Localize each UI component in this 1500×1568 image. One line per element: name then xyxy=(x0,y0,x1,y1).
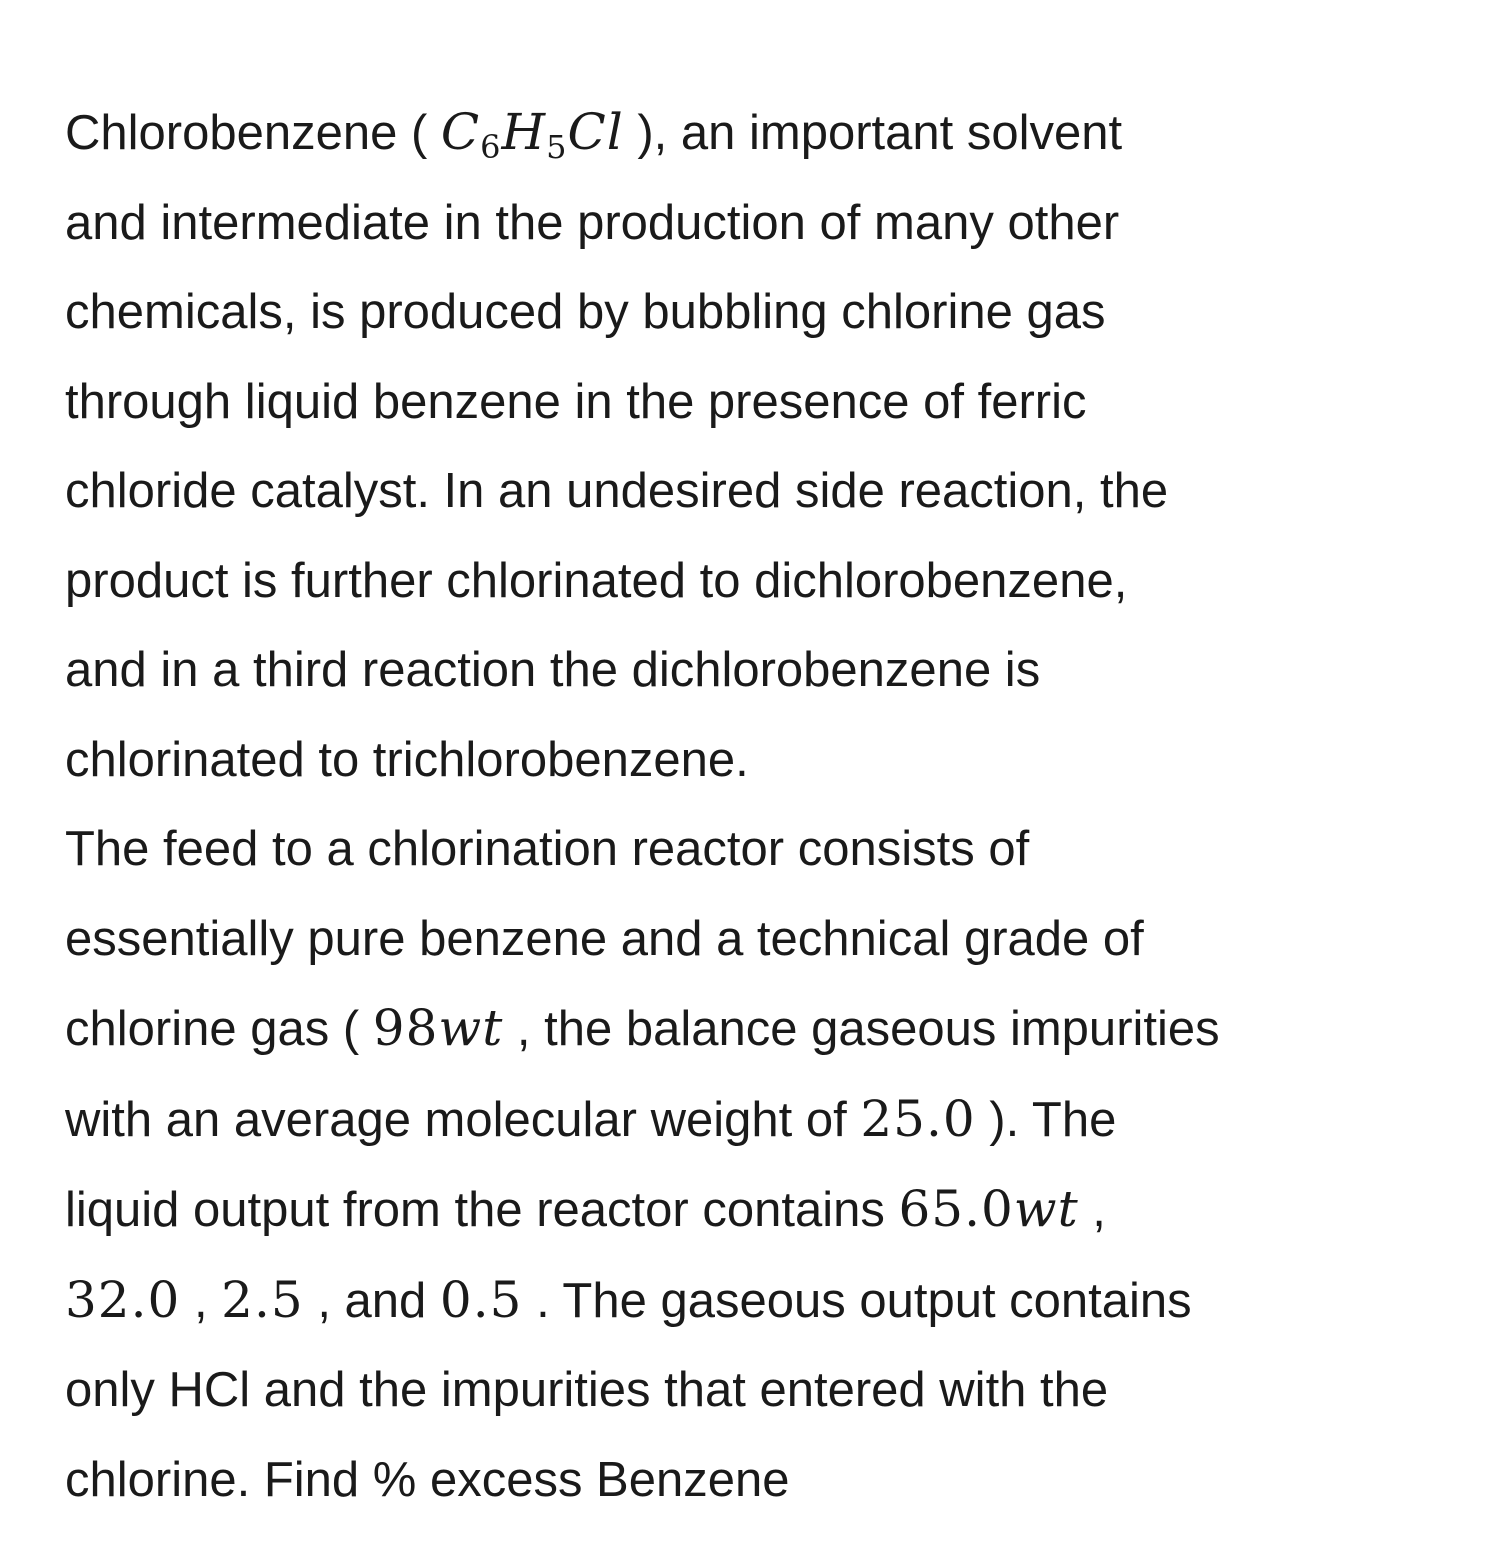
problem-line: with an average molecular weight of 25.0 ). The xyxy=(65,1089,1117,1148)
problem-line: Chlorobenzene ( $C_6H_5Cl$ ), an important solvent xyxy=(65,103,1123,166)
problem-line: product is further chlorinated to dichlorobenzene, xyxy=(65,553,1128,608)
output-1-value: 65.0wt xyxy=(898,1180,1079,1238)
problem-line: and intermediate in the production of many other xyxy=(65,195,1120,250)
chlorine-purity-value: 98wt xyxy=(372,999,504,1057)
problem-line: chlorinated to trichlorobenzene. xyxy=(65,732,749,787)
chlorobenzene-formula: $C_6H_5Cl$ xyxy=(440,103,624,166)
problem-line: The feed to a chlorination reactor consists of xyxy=(65,822,1030,876)
problem-line: through liquid benzene in the presence of ferric xyxy=(65,374,1087,429)
problem-line: chloride catalyst. In an undesired side reaction, the xyxy=(65,464,1169,518)
problem-line: chlorine gas ( 98wt , the balance gaseous impurities xyxy=(65,999,1220,1057)
problem-text xyxy=(65,88,1465,1525)
problem-line: 32.0 , 2.5 , and 0.5 . The gaseous output contains xyxy=(65,1270,1192,1329)
problem-line: only HCl and the impurities that entered with the xyxy=(65,1363,1109,1417)
problem-line: essentially pure benzene and a technical grade of xyxy=(65,911,1144,966)
impurity-mw-value: 25.0 xyxy=(860,1089,976,1148)
output-3-value: 2.5 xyxy=(221,1270,304,1329)
problem-line: and in a third reaction the dichlorobenzene is xyxy=(65,643,1041,697)
problem-line: liquid output from the reactor contains 65.0wt , xyxy=(65,1180,1106,1238)
problem-line: chemicals, is produced by bubbling chlorine gas xyxy=(65,285,1106,339)
output-4-value: 0.5 xyxy=(439,1270,523,1329)
output-2-value: 32.0 xyxy=(65,1270,181,1329)
problem-line: chlorine. Find % excess Benzene xyxy=(65,1452,790,1507)
